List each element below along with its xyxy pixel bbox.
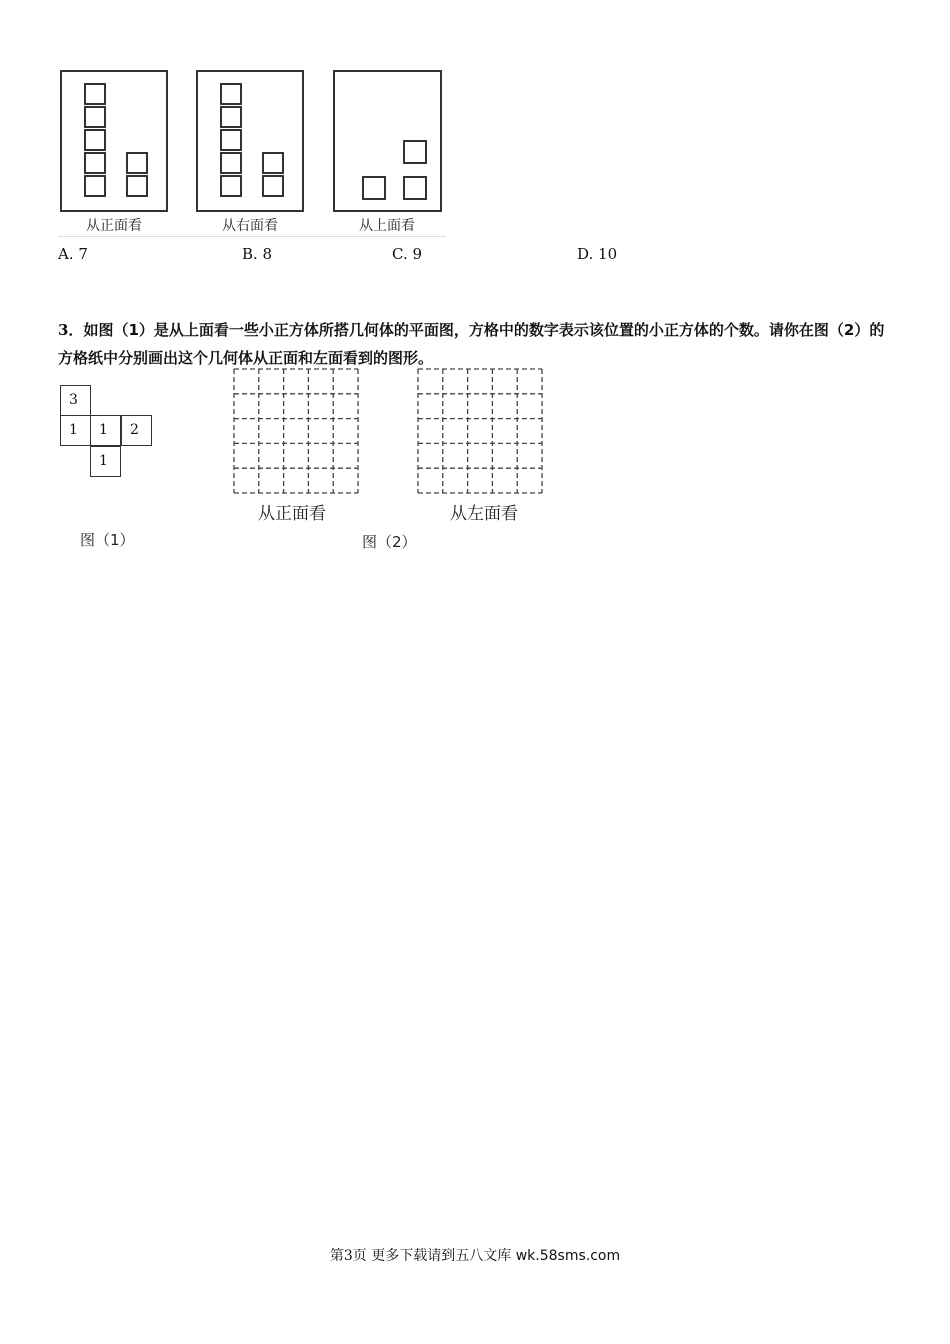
cube: [220, 175, 242, 197]
figure-1-label: 图（1）: [80, 531, 135, 549]
front-view-figure: [60, 70, 168, 212]
question-body: 如图（1）是从上面看一些小正方体所搭几何体的平面图，方格中的数字表示该位置的小正方体的个数。请你在图（2）的方格纸中分别画出这个几何体从正面和左面看到的图形。: [58, 321, 885, 367]
cube: [84, 83, 106, 105]
right-view-label: 从右面看: [222, 218, 278, 234]
left-view-dashed-grid[interactable]: [416, 367, 544, 495]
cube: [84, 106, 106, 128]
cube: [403, 176, 427, 200]
plan-cell: 1: [90, 446, 121, 477]
cube: [126, 175, 148, 197]
page-number: 3: [343, 1248, 353, 1264]
option-c: C. 9: [392, 245, 423, 263]
cube: [84, 152, 106, 174]
option-d: D. 10: [577, 245, 618, 263]
question-number: 3．: [58, 321, 84, 339]
plan-cell: 1: [90, 415, 121, 446]
top-view-figure: [333, 70, 442, 212]
figure-2-label: 图（2）: [362, 533, 417, 551]
plan-cell: 1: [60, 415, 91, 446]
cube: [403, 140, 427, 164]
cube: [262, 175, 284, 197]
option-b: B. 8: [242, 245, 273, 263]
cube: [84, 175, 106, 197]
cube: [262, 152, 284, 174]
top-view-label: 从上面看: [359, 218, 415, 234]
footer-prefix: 第: [329, 1248, 344, 1264]
divider: [58, 236, 446, 237]
cube: [84, 129, 106, 151]
left-view-grid-label: 从左面看: [450, 504, 518, 524]
cube: [220, 83, 242, 105]
cube: [220, 129, 242, 151]
front-view-grid-label: 从正面看: [258, 504, 326, 524]
front-view-dashed-grid[interactable]: [232, 367, 360, 495]
page-footer: [0, 1245, 950, 1265]
question-3-text: [58, 316, 888, 372]
cube: [220, 152, 242, 174]
plan-cell: 3: [60, 385, 91, 416]
cube: [220, 106, 242, 128]
front-view-label: 从正面看: [86, 218, 142, 234]
right-view-figure: [196, 70, 304, 212]
option-a: A. 7: [58, 245, 88, 263]
plan-cell: 2: [121, 415, 152, 446]
footer-middle: 页 更多下载请到五八文库: [352, 1248, 512, 1264]
cube: [362, 176, 386, 200]
cube: [126, 152, 148, 174]
footer-site-link[interactable]: wk.58sms.com: [515, 1248, 621, 1264]
